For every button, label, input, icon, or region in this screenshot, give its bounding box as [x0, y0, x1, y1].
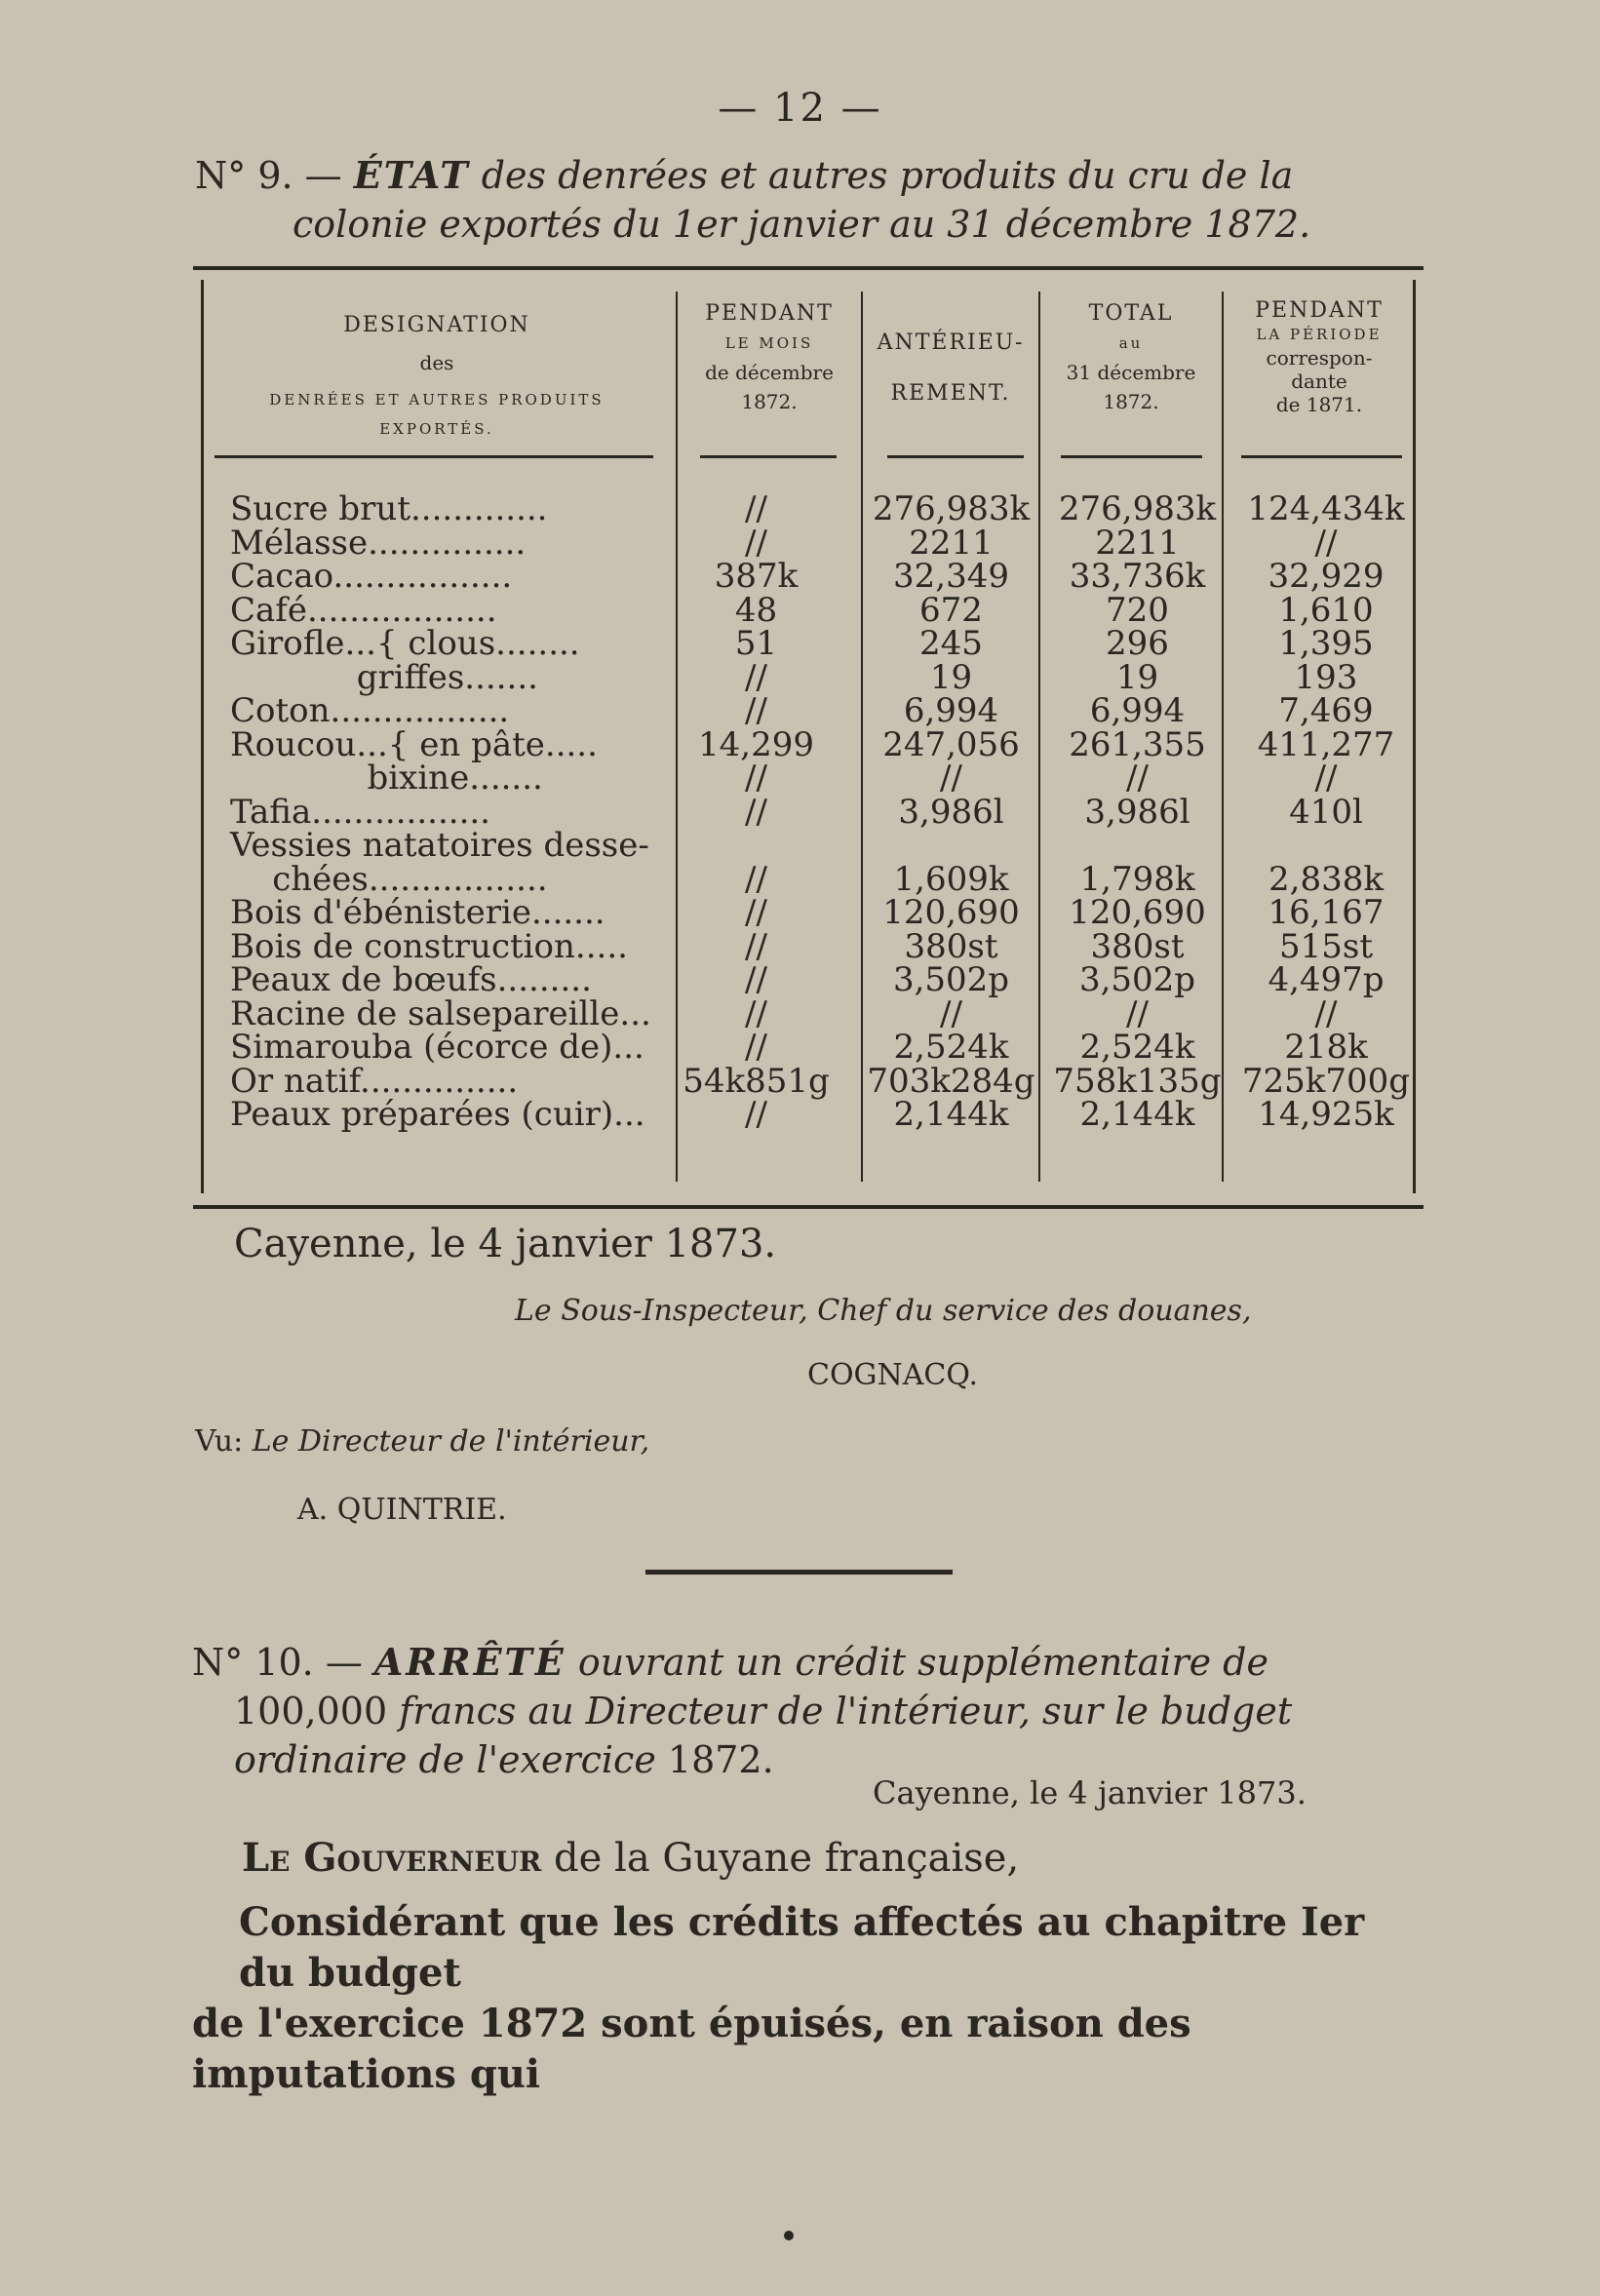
product-name-cell: bixine.......: [230, 759, 543, 798]
value-cell: //: [1126, 759, 1149, 798]
table-row: [193, 1095, 1424, 1134]
product-name-cell: Racine de salsepareille...: [230, 993, 651, 1033]
ink-dot: [784, 2231, 794, 2240]
value-cell: 2,524k: [893, 1028, 1009, 1067]
header-text: LE MOIS: [724, 334, 814, 352]
header-text: LA PÉRIODE: [1256, 326, 1383, 343]
value-cell: 1,798k: [1079, 859, 1195, 899]
header-rule: [700, 455, 837, 458]
value-cell: 120,690: [1069, 893, 1206, 932]
header-text: 1872.: [1103, 390, 1159, 413]
arrete-number: N° 10. —: [192, 1641, 374, 1684]
header-text: des: [419, 351, 454, 374]
value-cell: 247,056: [882, 724, 1020, 764]
value-cell: 380st: [1090, 926, 1185, 966]
value-cell: 6,994: [903, 691, 999, 730]
header-text: DENRÉES ET AUTRES PRODUITS EXPORTÉS.: [269, 391, 605, 438]
value-cell: //: [940, 759, 962, 798]
value-cell: 19: [1115, 657, 1159, 697]
value-cell: 410l: [1289, 792, 1363, 832]
value-cell: 296: [1106, 624, 1169, 663]
value-cell: 2,144k: [893, 1095, 1009, 1134]
value-cell: //: [745, 489, 767, 528]
table-row: [193, 557, 1424, 596]
table-row: [193, 724, 1424, 764]
table-row: [193, 657, 1424, 697]
value-cell: //: [1314, 523, 1338, 563]
product-name-cell: Peaux préparées (cuir)...: [230, 1095, 645, 1134]
value-cell: 2,838k: [1268, 859, 1384, 899]
section-separator: [645, 1570, 953, 1575]
header-text: REMENT.: [890, 381, 1011, 406]
header-rule: [887, 455, 1024, 458]
value-cell: 703k284g: [867, 1061, 1035, 1101]
value-cell: 3,986l: [1084, 792, 1190, 832]
header-text: ANTÉRIEU-: [877, 331, 1025, 355]
governor-rest: de la Guyane française,: [541, 1836, 1020, 1881]
table-row: [193, 826, 1424, 865]
value-cell: //: [940, 993, 962, 1033]
value-cell: 411,277: [1257, 724, 1395, 764]
table-body: [193, 489, 1424, 1134]
value-cell: 1,395: [1278, 624, 1374, 663]
table-row: [193, 960, 1424, 999]
product-name-cell: Mélasse...............: [230, 523, 527, 563]
header-text: 31 décembre: [1066, 361, 1196, 384]
header-rule: [215, 455, 653, 458]
table-row: [193, 792, 1424, 832]
value-cell: 14,299: [698, 724, 814, 764]
header-prior: [863, 329, 1038, 409]
header-month: [678, 299, 861, 416]
product-name-cell: Cacao.................: [230, 557, 513, 596]
value-cell: 720: [1106, 590, 1169, 630]
value-cell: 3,502p: [1078, 960, 1196, 999]
exports-table: [193, 266, 1424, 1209]
value-cell: //: [745, 859, 767, 899]
product-name-cell: Vessies natatoires desse-: [230, 826, 649, 865]
table-row: [193, 926, 1424, 966]
value-cell: 725k700g: [1241, 1061, 1411, 1101]
arrete-amount: 100,000: [234, 1690, 400, 1732]
header-text: de décembre: [705, 361, 834, 384]
value-cell: //: [745, 926, 767, 966]
value-cell: 261,355: [1069, 724, 1206, 764]
value-cell: 54k851g: [683, 1061, 830, 1101]
value-cell: 19: [929, 657, 973, 697]
header-rule: [1241, 455, 1402, 458]
header-text: de 1871.: [1275, 393, 1363, 416]
value-cell: //: [1126, 993, 1149, 1033]
product-name-cell: Bois de construction.....: [230, 926, 628, 966]
value-cell: 1,609k: [893, 859, 1009, 899]
value-cell: //: [745, 657, 767, 697]
arrete-title: [192, 1638, 1423, 1784]
value-cell: 32,929: [1268, 557, 1385, 596]
table-row: [193, 1028, 1424, 1067]
value-cell: //: [1314, 993, 1338, 1033]
signatory-name: COGNACQ.: [807, 1358, 979, 1392]
table-row: [193, 859, 1424, 899]
vu-title: Le Directeur de l'intérieur,: [252, 1424, 650, 1459]
product-name-cell: Or natif...............: [230, 1061, 519, 1101]
arrete-line-2-text: francs au Directeur de l'intérieur, sur le budget: [399, 1690, 1293, 1732]
product-name-cell: chées.................: [230, 859, 548, 899]
value-cell: 3,986l: [898, 792, 1004, 832]
value-cell: 2211: [1095, 523, 1180, 563]
page-number: — 12 —: [718, 86, 882, 131]
value-cell: 48: [734, 590, 778, 630]
vu-line: [195, 1424, 649, 1459]
table-row: [193, 590, 1424, 630]
considerant-paragraph: [192, 1897, 1425, 2100]
value-cell: 7,469: [1278, 691, 1374, 730]
value-cell: //: [745, 993, 767, 1033]
product-name-cell: Tafia.................: [230, 792, 490, 832]
value-cell: 387k: [714, 557, 799, 596]
value-cell: 380st: [904, 926, 998, 966]
table-row: [193, 893, 1424, 932]
header-text: TOTAL: [1088, 301, 1174, 326]
header-total: [1040, 299, 1222, 416]
header-rule: [1061, 455, 1202, 458]
header-1871: [1224, 299, 1415, 416]
header-text: DESIGNATION: [343, 313, 530, 337]
value-cell: //: [745, 960, 767, 999]
arrete-line-2: [192, 1687, 1423, 1735]
header-designation: [213, 311, 661, 444]
table-row: [193, 624, 1424, 663]
document-title: [195, 151, 1433, 249]
product-name-cell: Coton.................: [230, 691, 510, 730]
value-cell: 193: [1294, 657, 1358, 697]
product-name-cell: Girofle...{ clous........: [230, 624, 580, 663]
value-cell: 515st: [1278, 926, 1373, 966]
arrete-lead: ARRÊTÉ: [373, 1640, 566, 1684]
value-cell: 2,524k: [1079, 1028, 1195, 1067]
value-cell: 2,144k: [1079, 1095, 1195, 1134]
value-cell: 4,497p: [1268, 960, 1385, 999]
value-cell: 3,502p: [892, 960, 1010, 999]
table-row: [193, 691, 1424, 730]
header-text: PENDANT: [705, 301, 834, 326]
arrete-line-3-text: ordinaire de l'exercice: [234, 1738, 668, 1781]
table-row: [193, 523, 1424, 563]
header-text: 1872.: [741, 390, 798, 413]
product-name-cell: Peaux de bœufs.........: [230, 960, 592, 999]
value-cell: 51: [734, 624, 778, 663]
value-cell: //: [745, 691, 767, 730]
value-cell: 32,349: [893, 557, 1009, 596]
considerant-line-1: Considérant que les crédits affectés au chapitre Ier du budget: [239, 1899, 1365, 1996]
product-name-cell: Roucou...{ en pâte.....: [230, 724, 598, 764]
header-text: au: [1118, 334, 1144, 352]
value-cell: //: [745, 759, 767, 798]
title-rest-1: des denrées et autres produits du cru de la: [469, 154, 1294, 197]
value-cell: //: [745, 1028, 767, 1067]
value-cell: 276,983k: [1058, 489, 1217, 528]
header-text: correspon-: [1266, 346, 1373, 370]
arrete-year: 1872.: [667, 1738, 774, 1781]
value-cell: 245: [919, 624, 983, 663]
arrete-date: Cayenne, le 4 janvier 1873.: [873, 1774, 1307, 1811]
arrete-line-1: ouvrant un crédit supplémentaire de: [566, 1641, 1268, 1684]
value-cell: 276,983k: [872, 489, 1031, 528]
table-row: [193, 761, 1424, 796]
product-name-cell: griffes.......: [230, 657, 538, 697]
value-cell: 14,925k: [1258, 1095, 1394, 1134]
governor-line: [242, 1835, 1019, 1881]
governor-title: Le Gouverneur: [242, 1835, 542, 1881]
value-cell: 124,434k: [1247, 489, 1405, 528]
value-cell: 1,610: [1278, 590, 1374, 630]
vu-label: Vu:: [195, 1424, 253, 1459]
vu-name: A. QUINTRIE.: [297, 1493, 507, 1527]
product-name-cell: Sucre brut.............: [230, 489, 548, 528]
product-name-cell: Café..................: [230, 590, 497, 630]
value-cell: 6,994: [1089, 691, 1186, 730]
product-name-cell: Simarouba (écorce de)...: [230, 1028, 644, 1067]
signatory-title: Le Sous-Inspecteur, Chef du service des douanes,: [515, 1294, 1252, 1328]
table-row: [193, 489, 1424, 528]
table-row: [193, 993, 1424, 1033]
value-cell: 33,736k: [1069, 557, 1206, 596]
value-cell: 2211: [909, 523, 994, 563]
product-name-cell: Bois d'ébénisterie.......: [230, 893, 605, 932]
title-number: N° 9. —: [195, 154, 354, 197]
value-cell: //: [745, 523, 767, 563]
header-text: PENDANT: [1255, 298, 1384, 323]
place-date: Cayenne, le 4 janvier 1873.: [234, 1222, 777, 1266]
value-cell: //: [745, 792, 767, 832]
value-cell: //: [1314, 759, 1338, 798]
value-cell: 672: [919, 590, 983, 630]
title-rest-2: colonie exportés du 1er janvier au 31 décembre 1872.: [293, 203, 1311, 246]
header-text: dante: [1291, 370, 1347, 393]
value-cell: 758k135g: [1053, 1061, 1222, 1101]
title-lead: ÉTAT: [353, 153, 470, 197]
value-cell: //: [745, 893, 767, 932]
value-cell: 16,167: [1268, 893, 1385, 932]
value-cell: 120,690: [882, 893, 1020, 932]
value-cell: 218k: [1284, 1028, 1368, 1067]
value-cell: //: [745, 1095, 767, 1134]
considerant-line-2: de l'exercice 1872 sont épuisés, en raison des imputations qui: [192, 2001, 1191, 2097]
table-row: [193, 1061, 1424, 1101]
